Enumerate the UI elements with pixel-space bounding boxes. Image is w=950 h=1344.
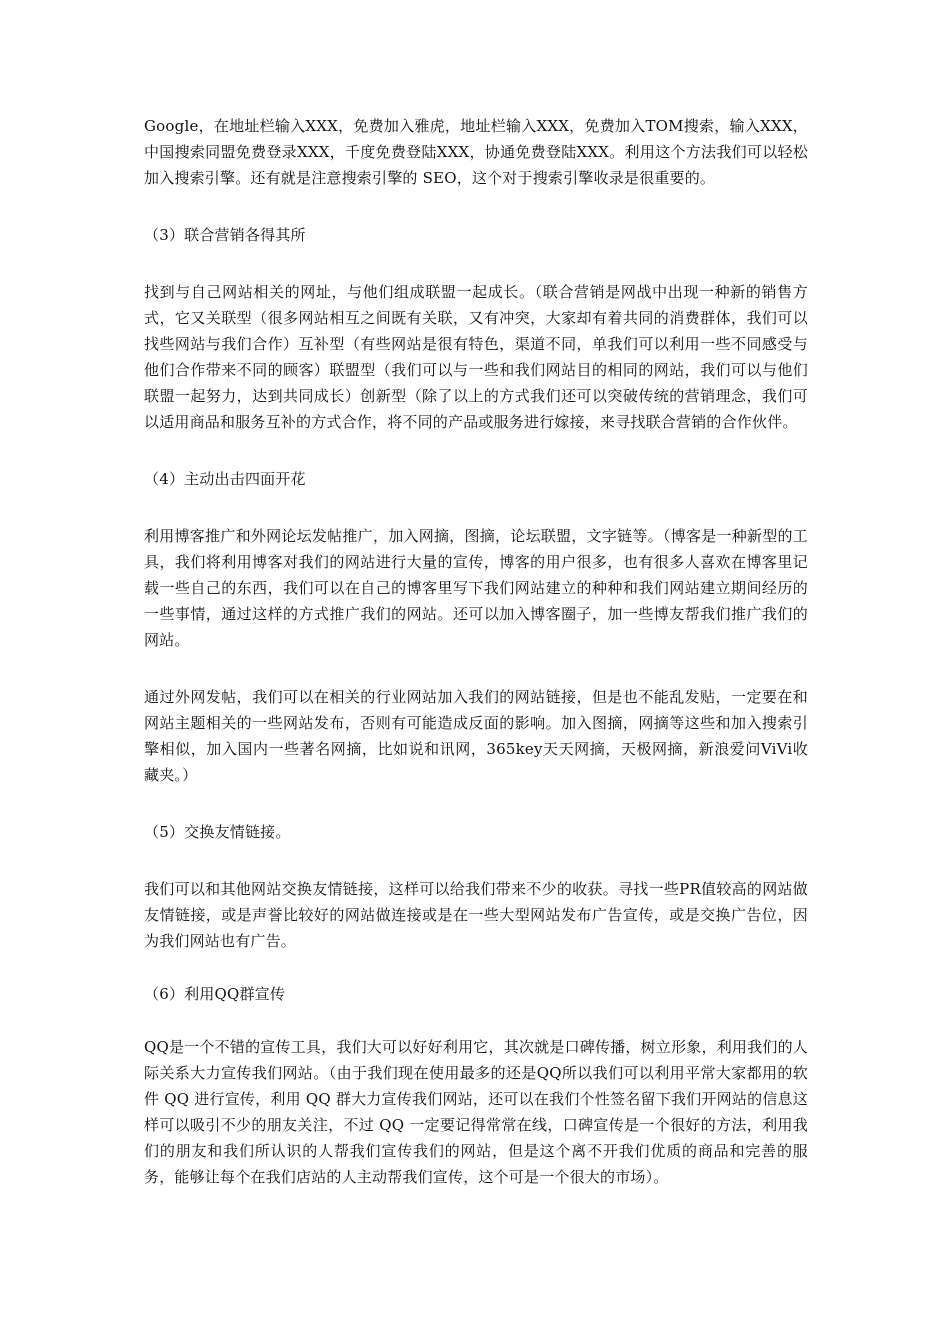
paragraph-qq-promotion: QQ是一个不错的宣传工具，我们大可以好好利用它，其次就是口碑传播，树立形象，利用我们的人际关系大力宣传我们网站。（由于我们现在使用最多的还是QQ所以我们可以利用平常大家都用的软件 QQ 进行宣传，利用 QQ 群大力宣传我们网站，还可以在我们个性签名留下我们开网站的信息这样可以吸引不少的朋友关注，不过 QQ 一定要记得常常在线，口碑宣传是一个很好的方法，利用我们的朋友和我们所认识的人帮我们宣传我们的网站，但是这个离不开我们优质的商品和完善的服务，能够让每个在我们店站的人主动帮我们宣传，这个可是一个很大的市场）。 (144, 1038, 808, 1186)
heading-link-exchange: （5）交换友情链接。 (144, 823, 291, 841)
heading-proactive-promotion: （4）主动出击四面开花 (144, 470, 306, 488)
paragraph-joint-marketing: 找到与自己网站相关的网址，与他们组成联盟一起成长。（联合营销是网战中出现一种新的销售方式，它又关联型（很多网站相互之间既有关联，又有冲突，大家却有着共同的消费群体，我们可以找些网站与我们合作）互补型（有些网站是很有特色，渠道不同，单我们可以利用一些不同感受与他们合作带来不同的顾客）联盟型（我们可以与一些和我们网站目的相同的网站，我们可以与他们联盟一起努力，达到共同成长）创新型（除了以上的方式我们还可以突破传统的营销理念，我们可以适用商品和服务互补的方式合作，将不同的产品或服务进行嫁接，来寻找联合营销的合作伙伴。 (144, 283, 808, 431)
paragraph-link-exchange: 我们可以和其他网站交换友情链接，这样可以给我们带来不少的收获。寻找一些PR值较高的网站做友情链接，或是声誉比较好的网站做连接或是在一些大型网站发布广告宣传，或是交换广告位，因为我们网站也有广告。 (144, 880, 808, 950)
paragraph-search-engines: Google，在地址栏输入XXX，免费加入雅虎，地址栏输入XXX，免费加入TOM搜索，输入XXX，中国搜索同盟免费登录XXX，千度免费登陆XXX，协通免费登陆XXX。利用这个方法我们可以轻松加入搜索引擎。还有就是注意搜索引擎的 SEO，这个对于搜索引擎收录是很重要的。 (144, 117, 808, 187)
document-body (144, 113, 808, 1190)
paragraph-forum-posting: 通过外网发帖，我们可以在相关的行业网站加入我们的网站链接，但是也不能乱发贴，一定要在和网站主题相关的一些网站发布，否则有可能造成反面的影响。加入图摘，网摘等这些和加入搜索引擎相似，加入国内一些著名网摘，比如说和讯网，365key天天网摘，天极网摘，新浪爱问ViVi收藏夹。） (144, 688, 808, 784)
heading-joint-marketing: （3）联合营销各得其所 (144, 226, 306, 244)
heading-qq-groups: （6）利用QQ群宣传 (144, 985, 286, 1003)
paragraph-blog-promotion: 利用博客推广和外网论坛发帖推广，加入网摘，图摘，论坛联盟，文字链等。（博客是一种新型的工具，我们将利用博客对我们的网站进行大量的宣传，博客的用户很多，也有很多人喜欢在博客里记载一些自己的东西，我们可以在自己的博客里写下我们网站建立的种种和我们网站建立期间经历的一些事情，通过这样的方式推广我们的网站。还可以加入博客圈子，加一些博友帮我们推广我们的网站。 (144, 527, 808, 649)
